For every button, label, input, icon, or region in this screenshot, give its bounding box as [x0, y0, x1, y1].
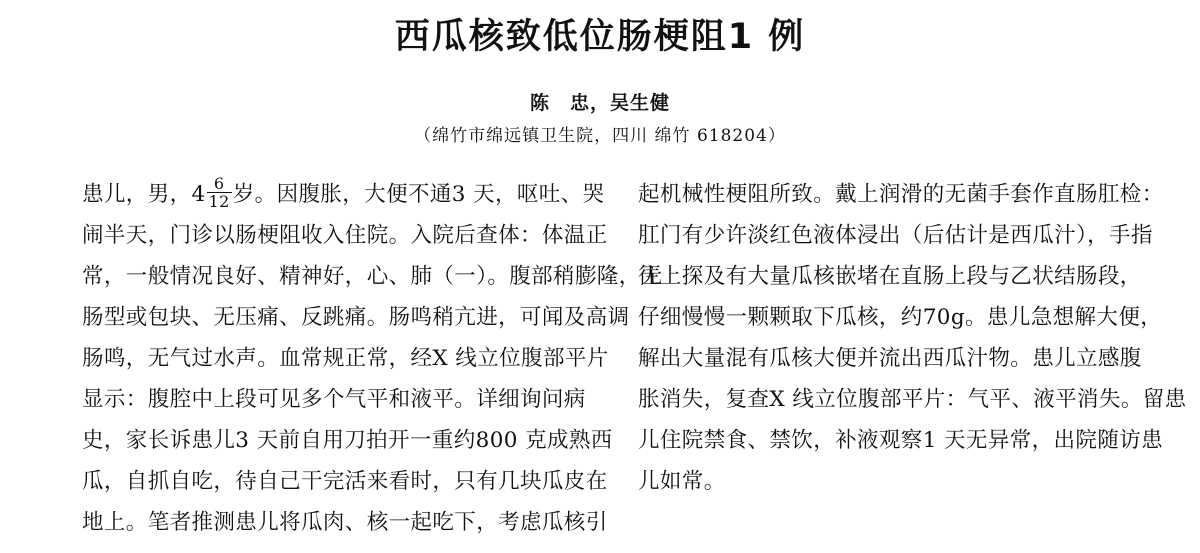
paragraph-line	[82, 173, 605, 215]
paragraph-line: 解出大量混有瓜核大便并流出西瓜汁物。患儿立感腹	[638, 346, 1142, 371]
paragraph-line: 儿住院禁食、禁饮，补液观察1 天无异常，出院随访患	[638, 428, 1164, 453]
paragraph-line: 常，一般情况良好、精神好，心、肺（一）。腹部稍膨隆，无	[82, 264, 663, 289]
paragraph-line: 地上。笔者推测患儿将瓜肉、核一起吃下，考虑瓜核引	[82, 510, 608, 535]
paragraph-line: 瓜，自抓自吃，待自己干完活来看时，只有几块瓜皮在	[82, 469, 608, 494]
paper-title: 西瓜核致低位肠梗阻1 例	[394, 17, 806, 57]
right-column	[638, 174, 1187, 502]
paragraph-line: 儿如常。	[638, 469, 726, 494]
left-column	[82, 173, 663, 543]
text-run: 岁。因腹胀，大便不通3 天，呕吐、哭	[232, 182, 605, 207]
paragraph-line: 肠鸣，无气过水声。血常规正常，经X 线立位腹部平片	[82, 346, 609, 371]
paragraph-line: 肠型或包块、无压痛、反跳痛。肠鸣稍亢进，可闻及高调	[82, 305, 630, 330]
paragraph-line: 起机械性梗阻所致。戴上润滑的无菌手套作直肠肛检：	[638, 182, 1164, 207]
age-fraction	[207, 175, 232, 210]
paragraph-line: 史，家长诉患儿3 天前自用刀拍开一重约800 克成熟西	[82, 428, 613, 453]
paper-authors: 陈 忠，吴生健	[529, 92, 670, 114]
text-run: 患儿，男，4	[82, 182, 206, 207]
paragraph-line: 肛门有少许淡红色液体浸出（后估计是西瓜汁），手指	[638, 223, 1153, 248]
fraction-denominator: 12	[208, 191, 230, 211]
paragraph-line: 仔细慢慢一颗颗取下瓜核，约70g。患儿急想解大便，	[638, 305, 1163, 330]
fraction-numerator: 6	[207, 175, 232, 193]
paragraph-line: 往上探及有大量瓜核嵌堵在直肠上段与乙状结肠段，	[638, 264, 1142, 289]
paragraph-line: 闹半天，门诊以肠梗阻收入住院。入院后查体：体温正	[82, 223, 608, 248]
paragraph-line: 胀消失，复查X 线立位腹部平片：气平、液平消失。留患	[638, 387, 1187, 412]
paper-affiliation: （绵竹市绵远镇卫生院，四川 绵竹 618204）	[414, 126, 786, 146]
paragraph-line: 显示：腹腔中上段可见多个气平和液平。详细询问病	[82, 387, 586, 412]
